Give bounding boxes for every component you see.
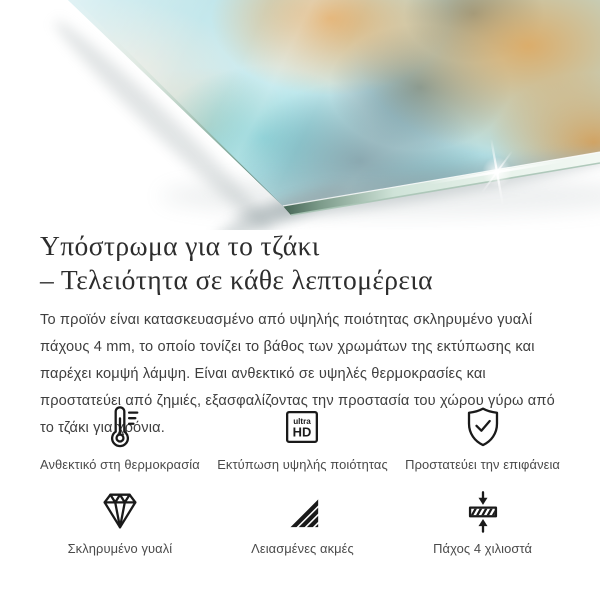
hero-photo [0, 0, 600, 230]
polished-edges-icon [279, 486, 325, 534]
feature-label: Ανθεκτικό στη θερμοκρασία [40, 457, 200, 472]
ultra-hd-badge-top: ultra [293, 417, 312, 427]
feature-heat-resistant [40, 402, 200, 472]
page-title-line2: – Τελειότητα σε κάθε λεπτομέρεια [40, 263, 433, 295]
feature-ultra-hd-print [217, 402, 388, 472]
page-title [40, 229, 433, 296]
page-title-line1: Υπόστρωμα για το τζάκι [40, 230, 320, 261]
feature-label: Λειασμένες ακμές [251, 541, 354, 556]
feature-surface-protection [405, 402, 560, 472]
feature-tempered-glass [40, 486, 200, 556]
feature-label: Σκληρυμένο γυαλί [67, 541, 173, 556]
product-description: Το προϊόν είναι κατασκευασμένο από υψηλής ποιότητας σκληρυμένο γυαλί πάχους 4 mm, το οποίο τονίζει το βάθος των χρωμάτων της εκτύπωσης και παρέχει κομψή λάμψη. Είναι ανθεκτικό σε υψηλές θερμοκρασίες και προστατεύει από ζημιές, εξασφαλίζοντας την προστασία του χώρου γύρω από το τζάκι για χρόνια. [40, 312, 555, 436]
thermometer-icon [97, 402, 143, 450]
feature-polished-edges [217, 486, 388, 556]
feature-label: Εκτύπωση υψηλής ποιότητας [217, 457, 388, 472]
feature-label: Προστατεύει την επιφάνεια [405, 457, 560, 472]
feature-thickness [405, 486, 560, 556]
feature-label: Πάχος 4 χιλιοστά [433, 541, 533, 556]
glass-panel-print [0, 0, 600, 230]
thickness-icon [460, 486, 506, 534]
diamond-icon [97, 486, 143, 534]
ultra-hd-icon [279, 402, 325, 450]
ultra-hd-badge-bottom: HD [293, 424, 312, 440]
feature-grid [40, 402, 560, 556]
shield-check-icon [460, 402, 506, 450]
